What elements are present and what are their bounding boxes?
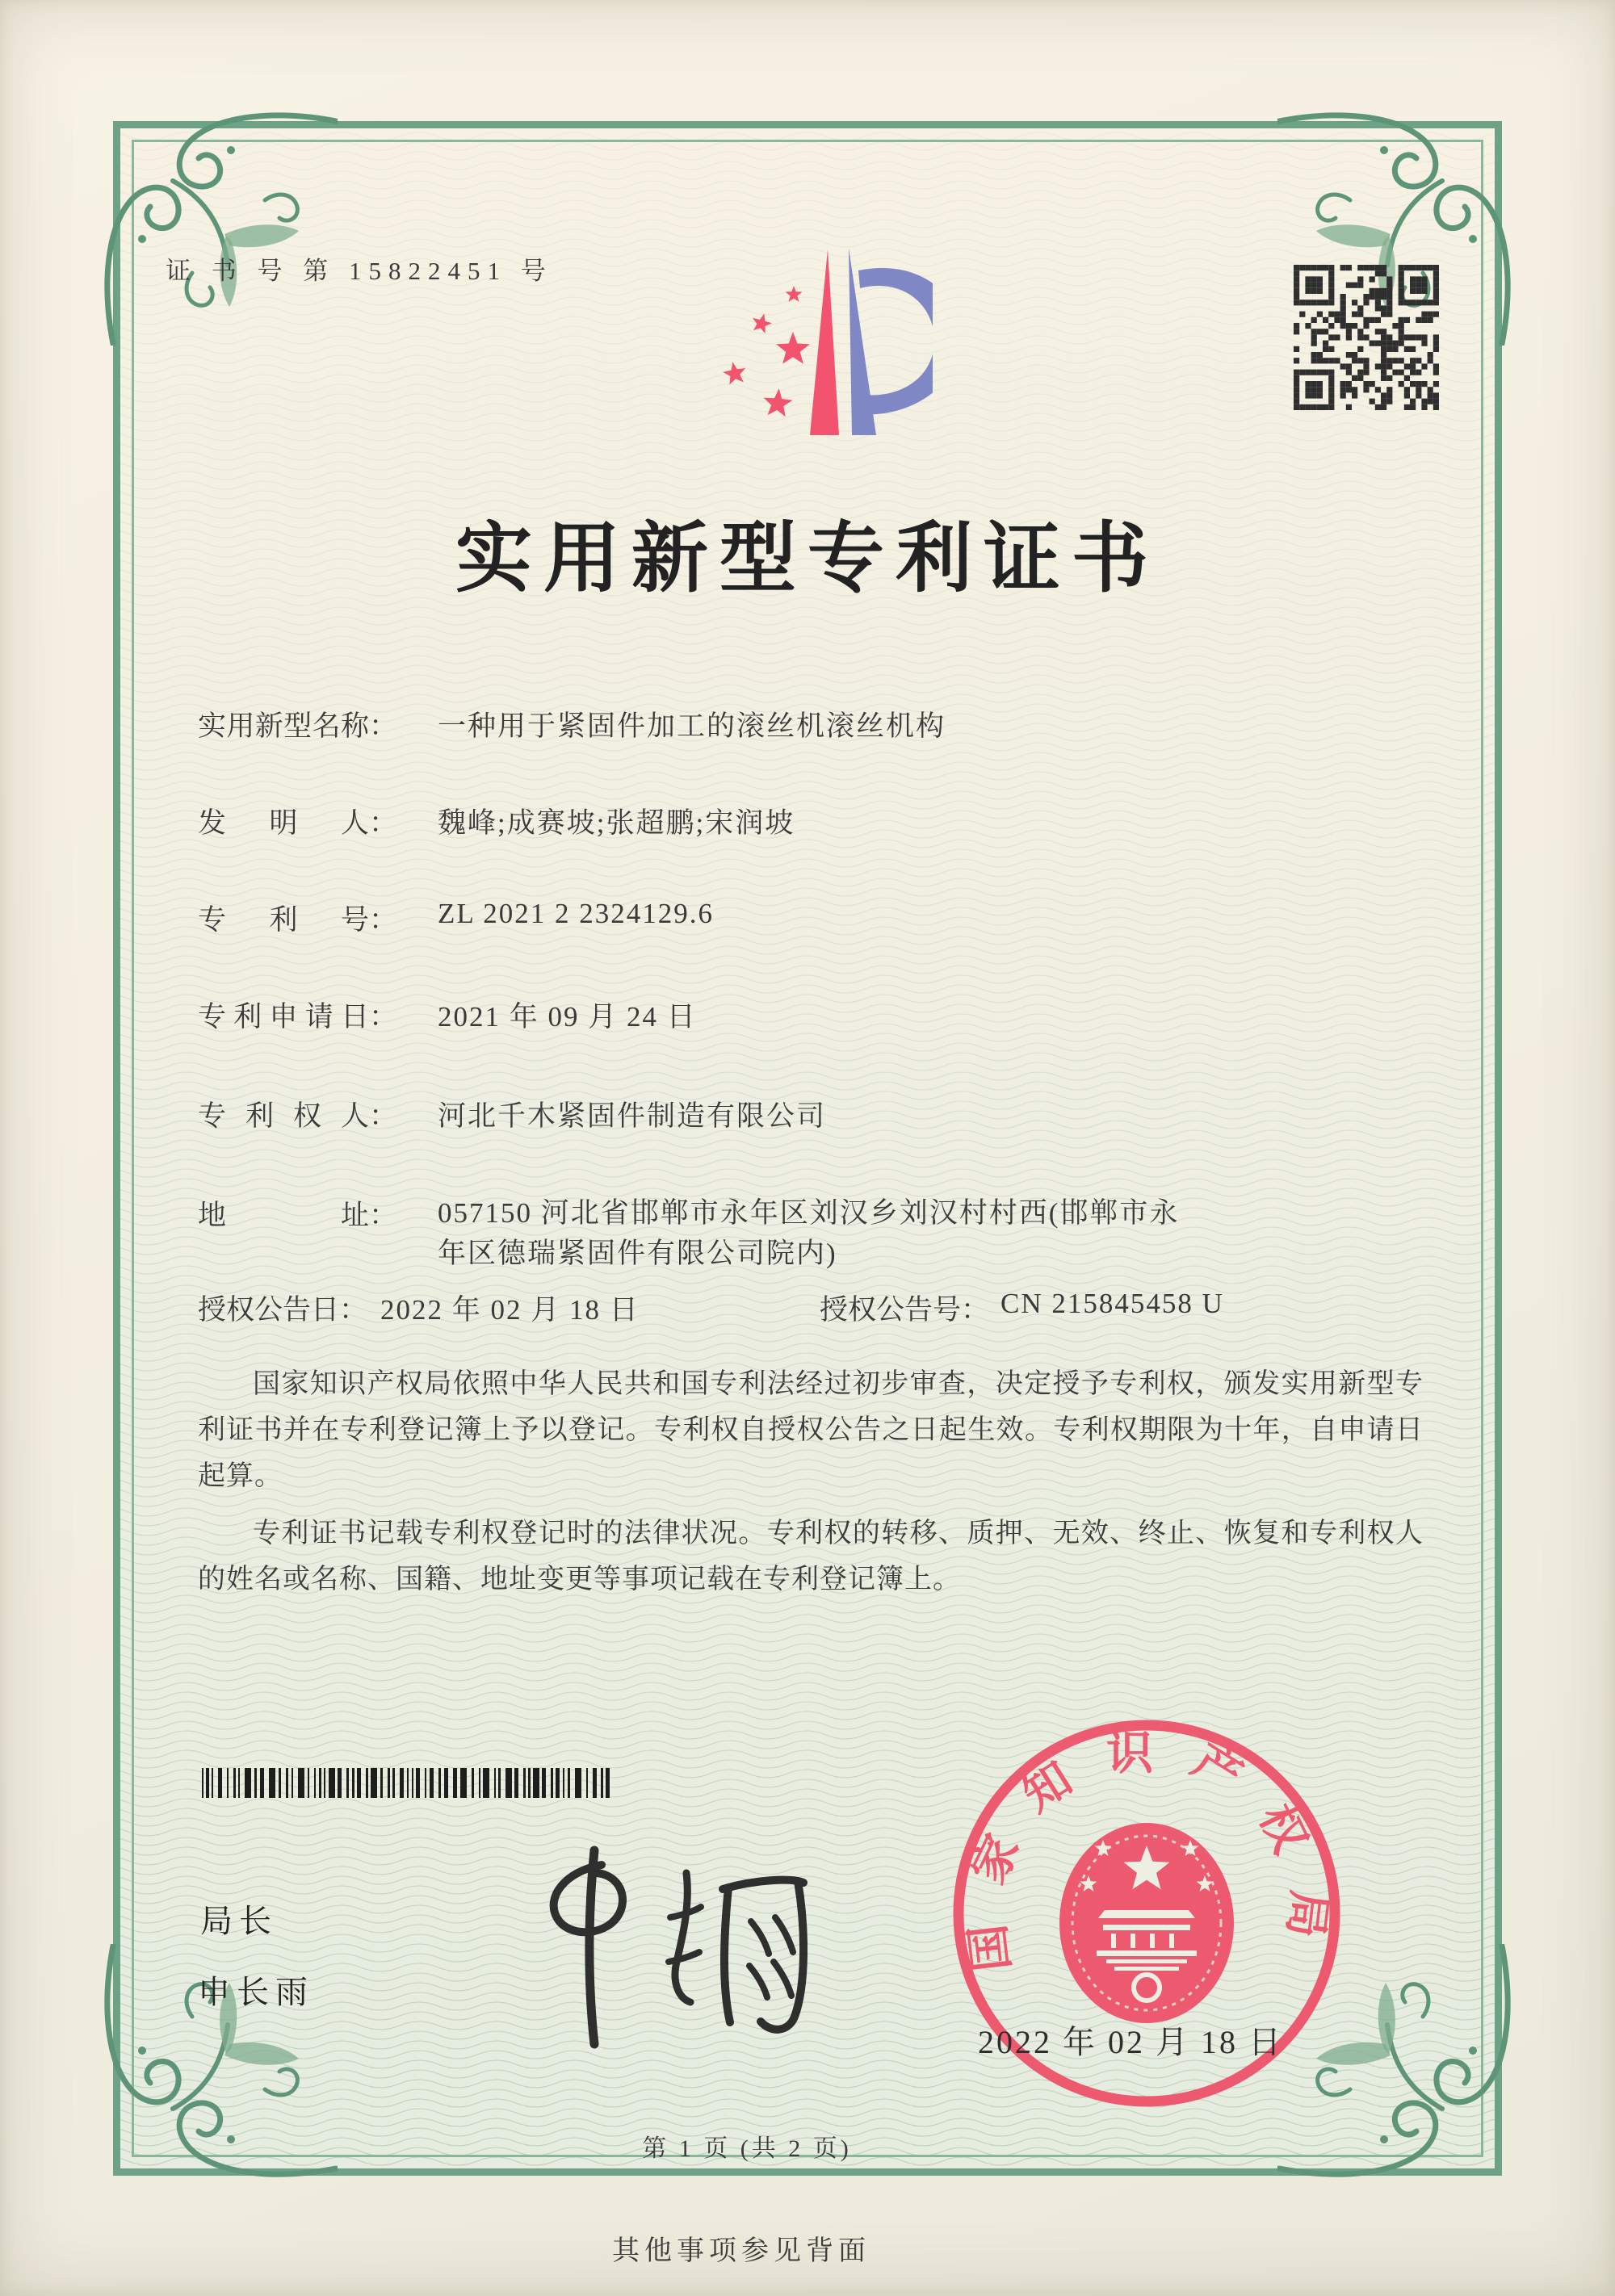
certificate-number: 证 书 号 第 15822451 号 <box>166 257 553 285</box>
field-row-grant <box>198 1288 1224 1328</box>
certificate-title: 实用新型专利证书 <box>455 516 1160 601</box>
page-number: 第 1 页 (共 2 页) <box>642 2135 852 2162</box>
cnipa-logo-icon <box>690 237 933 438</box>
national-emblem <box>1059 1823 1234 2023</box>
director-signature-icon <box>436 1841 808 2051</box>
legal-text <box>198 1361 1424 1614</box>
field-value: 魏峰;成赛坡;张超鹏;宋润坡 <box>438 807 795 839</box>
field-row-filing-date <box>198 995 697 1035</box>
field-value: 057150 河北省邯郸市永年区刘汉乡刘汉村村西(邯郸市永 年区德瑞紧固件有限公司院内) <box>438 1197 1180 1269</box>
field-label: 专 利 号 ： <box>198 904 398 936</box>
barcode <box>202 1768 610 1798</box>
corner-flourish-icon <box>95 103 338 346</box>
seal-org-text: 国家知识产权局 <box>957 1727 1336 1975</box>
legal-paragraph-1: 国家知识产权局依照中华人民共和国专利法经过初步审查，决定授予专利权，颁发实用新型专利证书并在专利登记簿上予以登记。专利权自授权公告之日起生效。专利权期限为十年，自申请日起算。 <box>198 1369 1424 1491</box>
field-row-name <box>198 704 946 744</box>
field-value: 一种用于紧固件加工的滚丝机滚丝机构 <box>438 710 946 742</box>
field-value: 2021 年 09 月 24 日 <box>438 1001 697 1033</box>
qr-code <box>1294 265 1439 410</box>
legal-paragraph-2: 专利证书记载专利权登记时的法律状况。专利权的转移、质押、无效、终止、恢复和专利权人的姓名或名称、国籍、地址变更等事项记载在专利登记簿上。 <box>198 1519 1424 1594</box>
field-value: 河北千木紧固件制造有限公司 <box>438 1100 827 1132</box>
field-label: 发 明 人 ： <box>198 807 398 839</box>
field-row-address <box>198 1193 1179 1282</box>
field-value: CN 215845458 U <box>1000 1288 1224 1319</box>
field-value: ZL 2021 2 2324129.6 <box>438 898 714 929</box>
field-label: 专 利 权 人 ： <box>198 1100 398 1132</box>
grant-date-stamp: 2022 年 02 月 18 日 <box>978 2024 1283 2060</box>
field-label: 实 用 新 型 名 称 ： <box>198 710 398 742</box>
director-name: 申长雨 <box>198 1975 314 2010</box>
field-row-patent-no <box>198 898 714 938</box>
field-label: 授权公告号 ： <box>820 1294 990 1326</box>
field-label: 授权公告日 ： <box>198 1294 368 1326</box>
field-row-inventor <box>198 801 795 841</box>
back-side-note: 其他事项参见背面 <box>612 2236 870 2266</box>
field-value: 2022 年 02 月 18 日 <box>380 1294 640 1326</box>
field-label: 地 址 ： <box>198 1200 398 1231</box>
field-grant-number <box>820 1288 1224 1328</box>
director-title: 局长 <box>200 1904 278 1939</box>
field-row-patentee <box>198 1094 826 1134</box>
field-label: 专 利 申 请 日 ： <box>198 1001 398 1033</box>
